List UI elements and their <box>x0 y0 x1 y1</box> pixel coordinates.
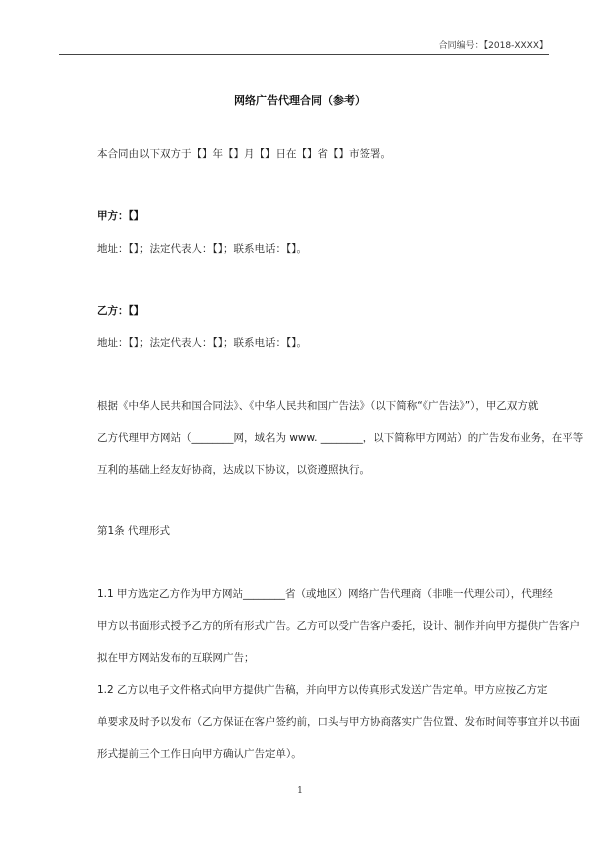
clause-1-1-line: 甲方以书面形式授予乙方的所有形式广告。乙方可以受广告客户委托，设计、制作并向甲方提供广告客户 <box>97 620 580 632</box>
preamble-line: 乙方代理甲方网站（________网，域名为 www. ________，以下简称甲方网站）的广告发布业务，在平等 <box>97 432 584 444</box>
article-1-heading: 第1条 代理形式 <box>97 525 171 537</box>
intro-statement: 本合同由以下双方于【】年【】月【】日在【】省【】市签署。 <box>97 148 391 160</box>
document-title: 网络广告代理合同（参考） <box>234 94 366 107</box>
party-b-label: 乙方：【】 <box>97 305 145 317</box>
clause-1-1 <box>97 587 580 665</box>
party-b-details: 地址：【】；法定代表人：【】；联系电话：【】。 <box>97 337 307 349</box>
clause-1-1-line: 1.1 甲方选定乙方作为甲方网站________省（或地区）网络广告代理商（非唯一代理公司），代理经 <box>97 588 553 600</box>
clause-1-2 <box>97 683 580 761</box>
preamble-line: 互利的基础上经友好协商，达成以下协议，以资遵照执行。 <box>97 464 370 476</box>
clause-1-2-line: 单要求及时予以发布（乙方保证在客户签约前，口头与甲方协商落实广告位置、发布时间等事宜并以书面 <box>97 716 580 728</box>
page-number: 1 <box>297 786 303 796</box>
clause-1-2-line: 1.2 乙方以电子文件格式向甲方提供广告稿，并向甲方以传真形式发送广告定单。甲方应按乙方定 <box>97 684 548 696</box>
contract-number <box>0 38 548 51</box>
party-a-label: 甲方：【】 <box>97 210 145 222</box>
preamble-line: 根据《中华人民共和国合同法》、《中华人民共和国广告法》（以下简称“《广告法》”），甲乙双方就 <box>97 400 539 412</box>
preamble-paragraph <box>97 399 584 477</box>
clause-1-2-line: 形式提前三个工作日向甲方确认广告定单）。 <box>97 748 302 760</box>
party-a-details: 地址：【】；法定代表人：【】；联系电话：【】。 <box>97 243 307 255</box>
contract-number-value: 【2018-XXXX】 <box>483 41 548 51</box>
contract-number-label: 合同编号： <box>438 41 484 51</box>
header-divider <box>59 54 549 55</box>
clause-1-1-line: 拟在甲方网站发布的互联网广告； <box>97 652 255 664</box>
